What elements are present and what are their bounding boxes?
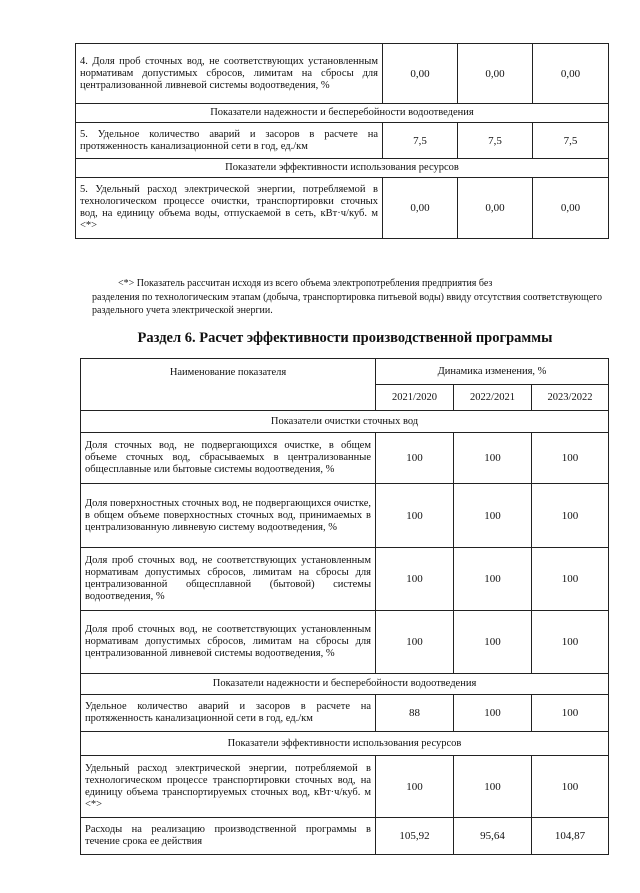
row-value: 100 [454,548,532,611]
footnote-line: <*> Показатель рассчитан исходя из всего объема электропотребления предприятия без [118,278,493,289]
table-row [81,695,609,732]
row-value: 100 [532,695,609,732]
header-name: Наименование показателя [81,359,376,411]
header-year: 2023/2022 [532,385,609,411]
row-value: 100 [376,611,454,674]
row-label: 5. Удельное количество аварий и засоров в расчете на протяженность канализационной сети в год, ед./км [76,123,383,159]
table-row [81,548,609,611]
table-row [81,756,609,818]
table-row [76,44,609,104]
footnote-text: разделения по технологическим этапам (добыча, транспортировка питьевой воды) ввиду отсутствия соответствующего раздельного учета электрической энергии. [92,291,602,316]
row-value: 100 [454,695,532,732]
row-label: Удельное количество аварий и засоров в расчете на протяженность канализационной сети в год, ед./км [81,695,376,732]
section-row [76,104,609,123]
row-value: 0,00 [383,178,458,239]
section-heading: Показатели надежности и бесперебойности водоотведения [76,104,609,123]
section-heading: Показатели эффективности использования ресурсов [76,159,609,178]
row-value: 100 [376,484,454,548]
row-value: 88 [376,695,454,732]
row-value: 7,5 [533,123,609,159]
table-row [81,433,609,484]
row-label: Доля сточных вод, не подвергающихся очистке, в общем объеме сточных вод, сбрасываемых в централизованные общесплавные или бытовые системы водоотведения, % [81,433,376,484]
section-heading: Показатели очистки сточных вод [81,411,609,433]
row-value: 100 [454,756,532,818]
row-value: 100 [454,433,532,484]
header-year: 2021/2020 [376,385,454,411]
section-row [81,411,609,433]
row-label: Удельный расход электрической энергии, потребляемой в технологическом процессе транспортировки сточных вод, на единицу объема транспортируемых сточных вод, кВт·ч/куб. м <*> [81,756,376,818]
table-row [81,484,609,548]
row-label: Доля проб сточных вод, не соответствующих установленным нормативам допустимых сбросов, лимитам на сбросы для централизованной общесплавной (бытовой) системы водоотведения, % [81,548,376,611]
row-value: 100 [376,548,454,611]
indicators-table-continued [75,43,609,239]
row-value: 0,00 [458,178,533,239]
row-value: 7,5 [458,123,533,159]
table-row [76,178,609,239]
row-value: 95,64 [454,818,532,855]
table-row [81,611,609,674]
section-heading: Показатели эффективности использования ресурсов [81,732,609,756]
row-value: 100 [532,611,609,674]
row-value: 100 [454,484,532,548]
row-label: Доля поверхностных сточных вод, не подвергающихся очистке, в общем объеме поверхностных сточных вод, принимаемых в централизованную ливневую систему водоотведения, % [81,484,376,548]
section-row [81,674,609,695]
header-dynamics: Динамика изменения, % [376,359,609,385]
section-row [81,732,609,756]
row-value: 100 [376,756,454,818]
row-value: 100 [376,433,454,484]
row-value: 7,5 [383,123,458,159]
efficiency-table [80,358,609,855]
footnote [92,277,602,318]
row-value: 0,00 [533,44,609,104]
row-value: 100 [454,611,532,674]
row-label: Расходы на реализацию производственной программы в течение срока ее действия [81,818,376,855]
header-row [81,359,609,385]
row-value: 0,00 [533,178,609,239]
row-value: 100 [532,484,609,548]
header-year: 2022/2021 [454,385,532,411]
row-value: 0,00 [458,44,533,104]
table-row [76,123,609,159]
row-value: 100 [532,756,609,818]
row-value: 0,00 [383,44,458,104]
row-value: 100 [532,433,609,484]
section-title: Раздел 6. Расчет эффективности производственной программы [137,330,553,346]
table-row [81,818,609,855]
row-value: 105,92 [376,818,454,855]
row-value: 104,87 [532,818,609,855]
row-label: Доля проб сточных вод, не соответствующих установленным нормативам допустимых сбросов, лимитам на сбросы для централизованной ливневой системы водоотведения, % [81,611,376,674]
row-value: 100 [532,548,609,611]
row-label: 4. Доля проб сточных вод, не соответствующих установленным нормативам допустимых сбросов, лимитам на сбросы для централизованной ливневой системы водоотведения, % [76,44,383,104]
row-label: 5. Удельный расход электрической энергии, потребляемой в технологическом процессе очистки, транспортировки сточных вод, на единицу объема воды, отпускаемой в сеть, кВт·ч/куб. м <*> [76,178,383,239]
section-heading: Показатели надежности и бесперебойности водоотведения [81,674,609,695]
section-row [76,159,609,178]
